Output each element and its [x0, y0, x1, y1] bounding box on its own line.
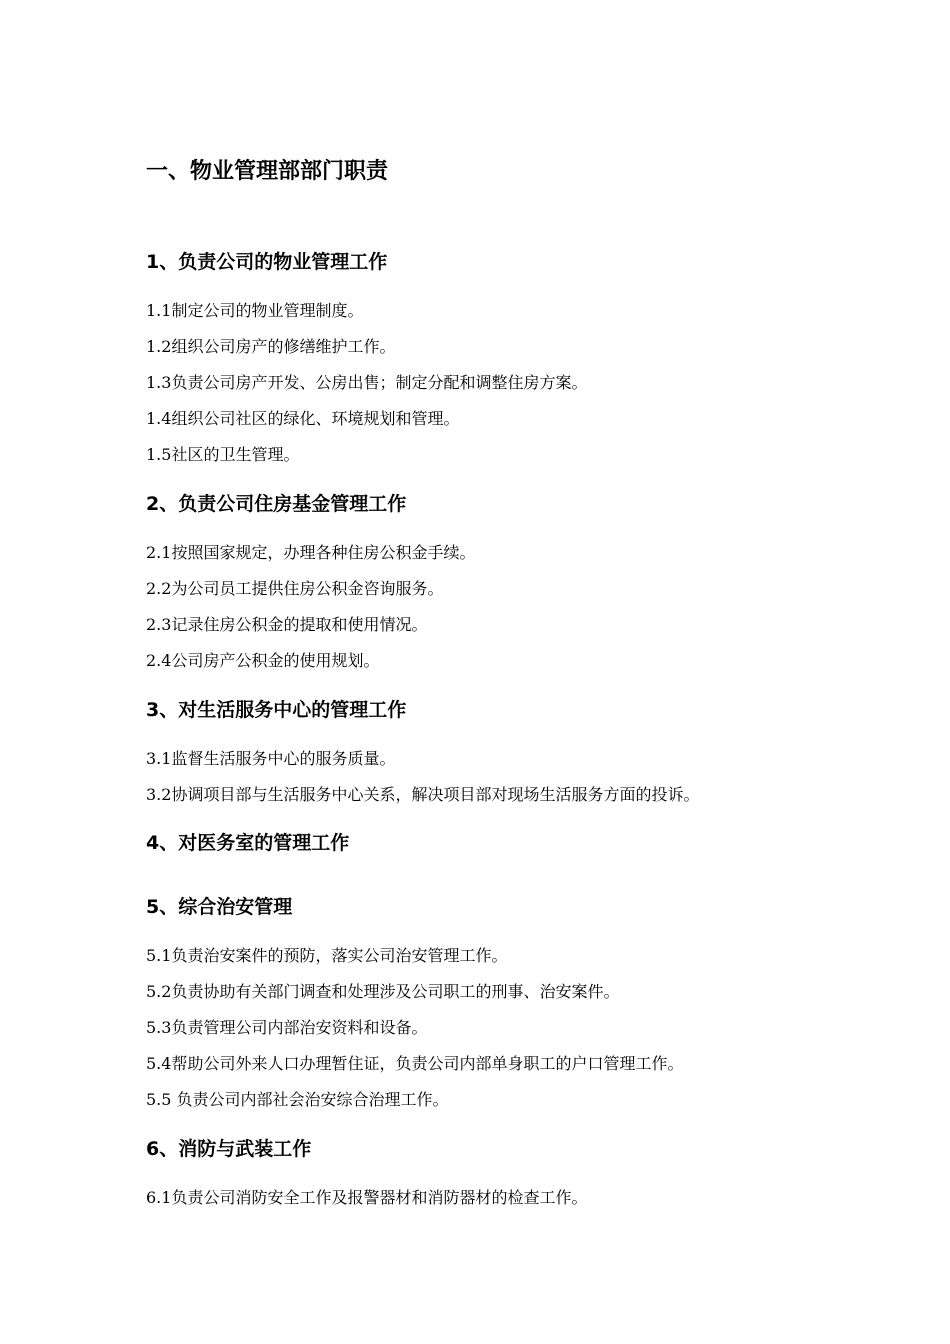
list-item-1-5: 1.5社区的卫生管理。 [146, 445, 300, 464]
section-heading-2: 2、负责公司住房基金管理工作 [146, 493, 407, 515]
section-heading-1: 1、负责公司的物业管理工作 [146, 251, 388, 273]
list-item-1-1: 1.1制定公司的物业管理制度。 [146, 301, 364, 320]
document-title: 一、物业管理部部门职责 [146, 159, 389, 184]
list-item-2-2: 2.2为公司员工提供住房公积金咨询服务。 [146, 579, 444, 598]
section-heading-4: 4、对医务室的管理工作 [146, 832, 350, 854]
list-item-1-3: 1.3负责公司房产开发、公房出售；制定分配和调整住房方案。 [146, 373, 588, 392]
section-heading-6: 6、消防与武装工作 [146, 1138, 312, 1160]
list-item-5-5: 5.5 负责公司内部社会治安综合治理工作。 [146, 1090, 449, 1109]
list-item-2-1: 2.1按照国家规定，办理各种住房公积金手续。 [146, 543, 476, 562]
list-item-5-4: 5.4帮助公司外来人口办理暂住证，负责公司内部单身职工的户口管理工作。 [146, 1054, 684, 1073]
list-item-3-1: 3.1监督生活服务中心的服务质量。 [146, 749, 396, 768]
list-item-6-1: 6.1负责公司消防安全工作及报警器材和消防器材的检查工作。 [146, 1188, 588, 1207]
list-item-5-3: 5.3负责管理公司内部治安资料和设备。 [146, 1018, 428, 1037]
list-item-2-4: 2.4公司房产公积金的使用规划。 [146, 651, 380, 670]
section-heading-3: 3、对生活服务中心的管理工作 [146, 699, 407, 721]
list-item-1-4: 1.4组织公司社区的绿化、环境规划和管理。 [146, 409, 460, 428]
list-item-1-2: 1.2组织公司房产的修缮维护工作。 [146, 337, 396, 356]
list-item-2-3: 2.3记录住房公积金的提取和使用情况。 [146, 615, 428, 634]
list-item-5-1: 5.1负责治安案件的预防，落实公司治安管理工作。 [146, 946, 508, 965]
list-item-5-2: 5.2负责协助有关部门调查和处理涉及公司职工的刑事、治安案件。 [146, 982, 620, 1001]
list-item-3-2: 3.2协调项目部与生活服务中心关系，解决项目部对现场生活服务方面的投诉。 [146, 785, 700, 804]
section-heading-5: 5、综合治安管理 [146, 896, 293, 918]
